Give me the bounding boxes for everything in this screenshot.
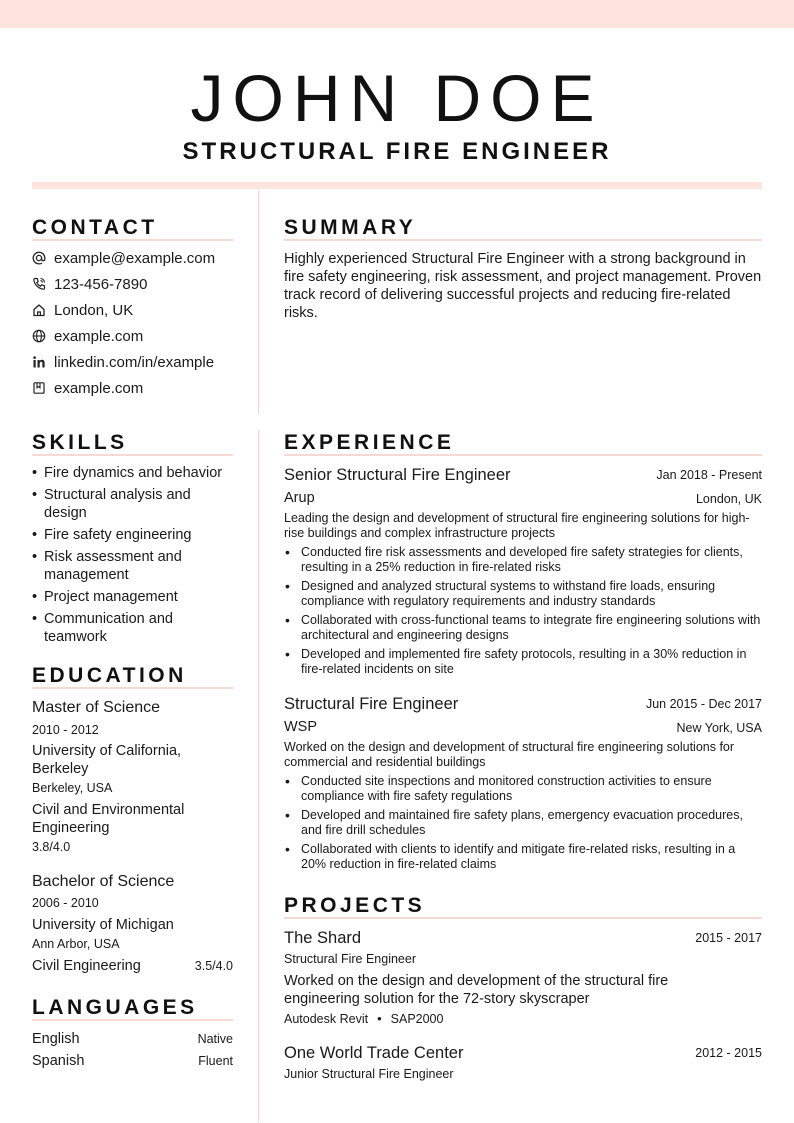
edu-degree: Bachelor of Science [32,873,175,890]
phone-icon [32,277,46,291]
projects-heading-rule [284,917,762,919]
project-description: Worked on the design and development of the structural fire engineering solution for the 72-story skyscraper [284,973,669,1007]
contact-heading-rule [32,239,233,241]
skill-item: • Communication and teamwork [32,610,234,646]
contact-portfolio-text: example.com [54,379,144,397]
projects-heading: PROJECTS [284,894,426,917]
education-heading-rule [32,687,233,689]
skill-item: • Fire safety engineering [32,526,234,544]
edu-dates: 2006 - 2010 [32,896,99,910]
contact-linkedin[interactable] [32,352,214,372]
column-divider-bottom [258,430,259,1122]
project-name: One World Trade Center [284,1044,464,1062]
edu-gpa: 3.5/4.0 [194,959,233,973]
skills-heading: SKILLS [32,431,128,454]
job-location: New York, USA [676,721,762,735]
job-dates: Jan 2018 - Present [656,468,762,482]
edu-school: University of California, Berkeley [32,743,182,777]
home-icon [32,303,46,317]
project-tool: SAP2000 [390,1012,444,1026]
candidate-name: JOHN DOE [190,61,604,135]
job-dates: Jun 2015 - Dec 2017 [645,697,762,711]
skill-item: • Risk assessment and management [32,548,234,584]
job-company: Arup [284,490,315,506]
job-bullet: • Designed and analyzed structural systems to withstand fire loads, ensuring compliance with regulatory requirements and industry standards [284,579,762,609]
language-name: Spanish [32,1053,85,1069]
contact-email-text: example@example.com [54,249,216,267]
summary-heading: SUMMARY [284,216,417,239]
bookmark-icon [32,381,46,395]
contact-email[interactable] [32,248,215,268]
education-heading: EDUCATION [32,664,187,687]
contact-website-text: example.com [54,327,144,345]
language-level: Fluent [198,1054,233,1068]
at-icon [32,251,46,265]
skill-item: • Structural analysis and design [32,486,234,522]
summary-text: Highly experienced Structural Fire Engineer with a strong background in fire safety engineering, risk assessment, and project management. Proven track record of delivering successful projects and reducing fire-related risks. [284,251,762,321]
job-title: Senior Structural Fire Engineer [284,466,511,484]
contact-linkedin-text: linkedin.com/in/example [54,353,215,371]
skill-item: • Fire dynamics and behavior [32,464,234,482]
job-bullet: • Developed and maintained fire safety plans, emergency evacuation procedures, and fire drill schedules [284,808,762,838]
job-bullet: • Developed and implemented fire safety protocols, resulting in a 30% reduction in fire-related incidents on site [284,647,762,677]
contact-location [32,300,133,320]
summary-heading-rule [284,239,762,241]
top-accent-band [0,0,794,28]
skills-heading-rule [32,454,233,456]
edu-school: University of Michigan [32,917,174,933]
contact-phone-text: 123-456-7890 [54,275,148,293]
experience-heading: EXPERIENCE [284,431,455,454]
project-tools [284,1011,443,1027]
language-level: Native [197,1032,233,1046]
globe-icon [32,329,46,343]
edu-degree: Master of Science [32,699,161,716]
job-title: Structural Fire Engineer [284,695,459,713]
contact-portfolio[interactable] [32,378,143,398]
job-bullets [284,774,762,876]
project-role: Junior Structural Fire Engineer [284,1067,454,1081]
header-divider [32,182,762,189]
contact-location-text: London, UK [54,301,134,319]
edu-field: Civil and Environmental Engineering [32,802,185,836]
linkedin-icon [32,355,46,369]
project-dates: 2012 - 2015 [695,1046,762,1060]
project-tool: Autodesk Revit [284,1012,369,1026]
contact-heading: CONTACT [32,216,158,239]
edu-field: Civil Engineering [32,958,141,974]
job-description: Leading the design and development of structural fire engineering solutions for high-rise buildings and complex infrastructure projects [284,511,750,540]
job-bullet: • Collaborated with cross-functional teams to integrate fire engineering solutions with architectural and engineering designs [284,613,762,643]
skill-item: • Project management [32,588,234,606]
languages-heading-rule [32,1019,233,1021]
language-name: English [32,1031,80,1047]
edu-location: Ann Arbor, USA [32,937,120,951]
job-description: Worked on the design and development of structural fire engineering solutions for commercial and residential buildings [284,740,735,769]
languages-heading: LANGUAGES [32,996,198,1019]
project-dates: 2015 - 2017 [695,931,762,945]
job-bullet: • Collaborated with clients to identify and mitigate fire-related risks, resulting in a 20% reduction in fire-related claims [284,842,762,872]
job-bullets [284,545,762,681]
skills-list [32,464,234,650]
project-name: The Shard [284,929,362,947]
candidate-title: STRUCTURAL FIRE ENGINEER [182,138,612,165]
job-bullet: • Conducted site inspections and monitored construction activities to ensure compliance with fire safety regulations [284,774,762,804]
job-bullet: • Conducted fire risk assessments and developed fire safety strategies for clients, resulting in a 25% reduction in fire-related risks [284,545,762,575]
tool-separator-dot: • [377,1011,382,1026]
column-divider-top [258,190,259,414]
contact-phone[interactable] [32,274,147,294]
contact-website[interactable] [32,326,143,346]
job-location: London, UK [695,492,762,506]
edu-dates: 2010 - 2012 [32,723,99,737]
experience-heading-rule [284,454,762,456]
edu-gpa: 3.8/4.0 [32,840,71,854]
edu-location: Berkeley, USA [32,781,113,795]
job-company: WSP [284,719,318,735]
project-role: Structural Fire Engineer [284,952,417,966]
